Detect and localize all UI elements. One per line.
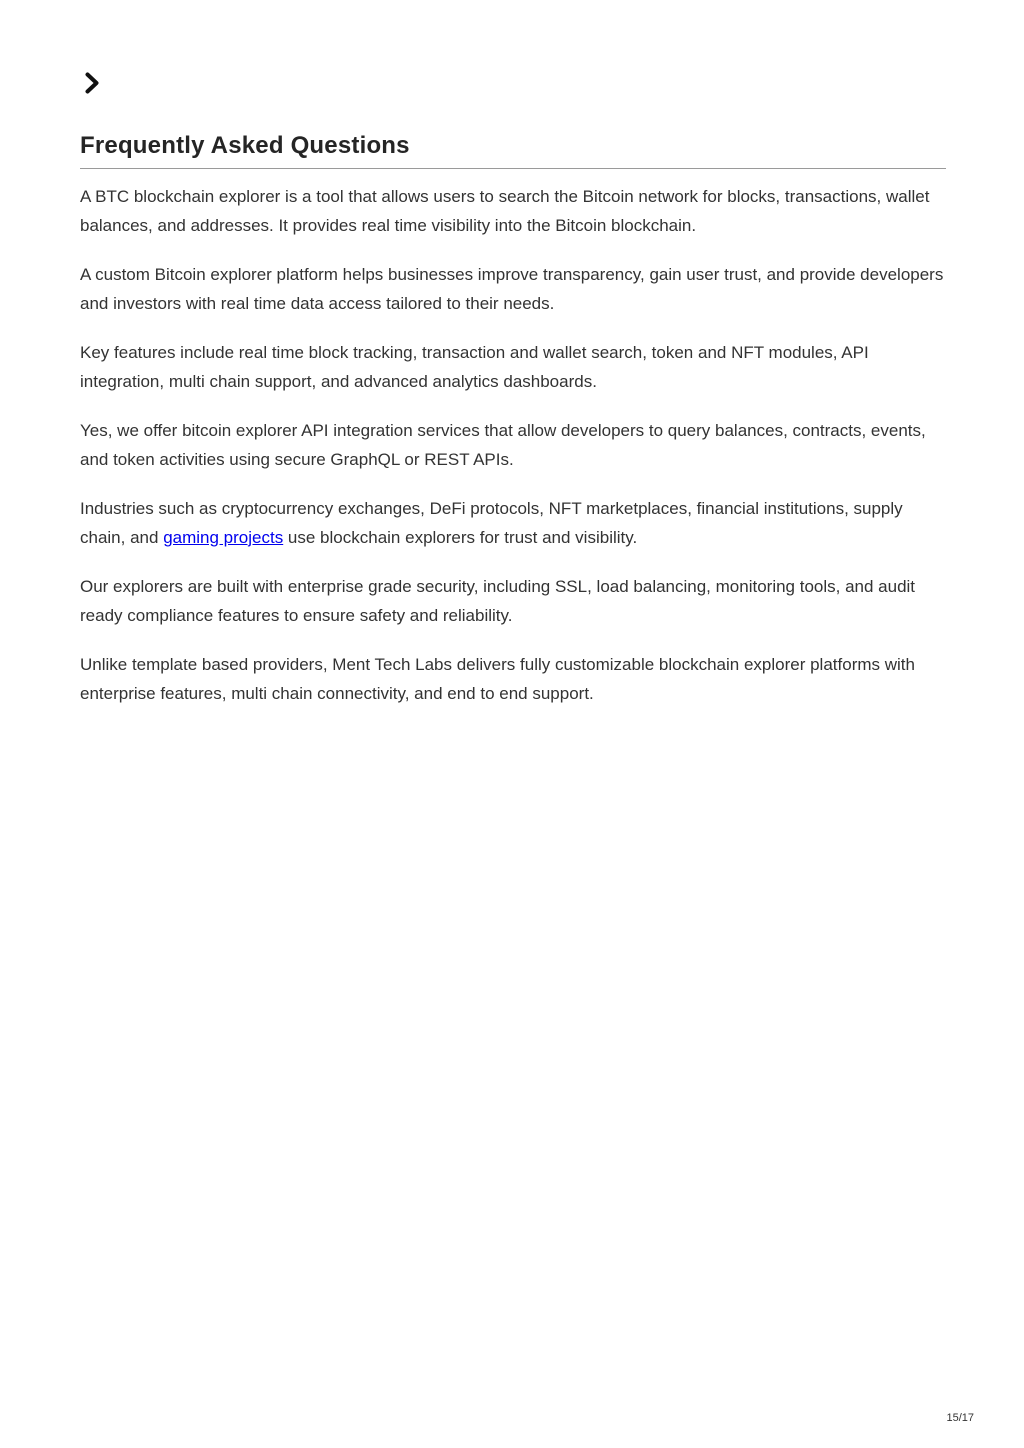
faq-answer-paragraph bbox=[80, 261, 946, 318]
paragraph-text: use blockchain explorers for trust and visibility. bbox=[283, 527, 638, 547]
page-number: 15/17 bbox=[946, 1412, 974, 1424]
faq-answer-paragraph bbox=[80, 573, 946, 630]
paragraph-text: Yes, we offer bitcoin explorer API integration services that allow developers to query balances, contracts, events, and token activities using secure GraphQL or REST APIs. bbox=[80, 421, 926, 469]
paragraph-text: Unlike template based providers, Ment Tech Labs delivers fully customizable blockchain explorer platforms with enterprise features, multi chain connectivity, and end to end support. bbox=[80, 655, 915, 703]
paragraph-text: A custom Bitcoin explorer platform helps businesses improve transparency, gain user trust, and provide developers and investors with real time data access tailored to their needs. bbox=[80, 265, 944, 313]
faq-answer-paragraph bbox=[80, 183, 946, 240]
faq-answer-paragraph bbox=[80, 495, 946, 552]
paragraph-text: Key features include real time block tracking, transaction and wallet search, token and NFT modules, API integration, multi chain support, and advanced analytics dashboards. bbox=[80, 343, 869, 391]
chevron-right-icon[interactable] bbox=[84, 70, 102, 96]
paragraph-text: Industries such as cryptocurrency exchanges, DeFi protocols, NFT marketplaces, financial institutions, supply chain, and bbox=[80, 499, 903, 547]
heading-divider bbox=[80, 168, 946, 169]
gaming-projects-link[interactable]: gaming projects bbox=[163, 527, 284, 547]
paragraph-text: Our explorers are built with enterprise grade security, including SSL, load balancing, monitoring tools, and audit ready compliance features to ensure safety and reliability. bbox=[80, 577, 916, 625]
faq-answer-paragraph bbox=[80, 339, 946, 396]
page-title: Frequently Asked Questions bbox=[80, 132, 410, 159]
faq-answer-paragraph bbox=[80, 651, 946, 708]
paragraph-text: A BTC blockchain explorer is a tool that allows users to search the Bitcoin network for blocks, transactions, wallet balances, and addresses. It provides real time visibility into the Bitcoin blockchain. bbox=[80, 187, 930, 235]
faq-answer-paragraph bbox=[80, 417, 946, 474]
faq-section bbox=[80, 133, 946, 708]
